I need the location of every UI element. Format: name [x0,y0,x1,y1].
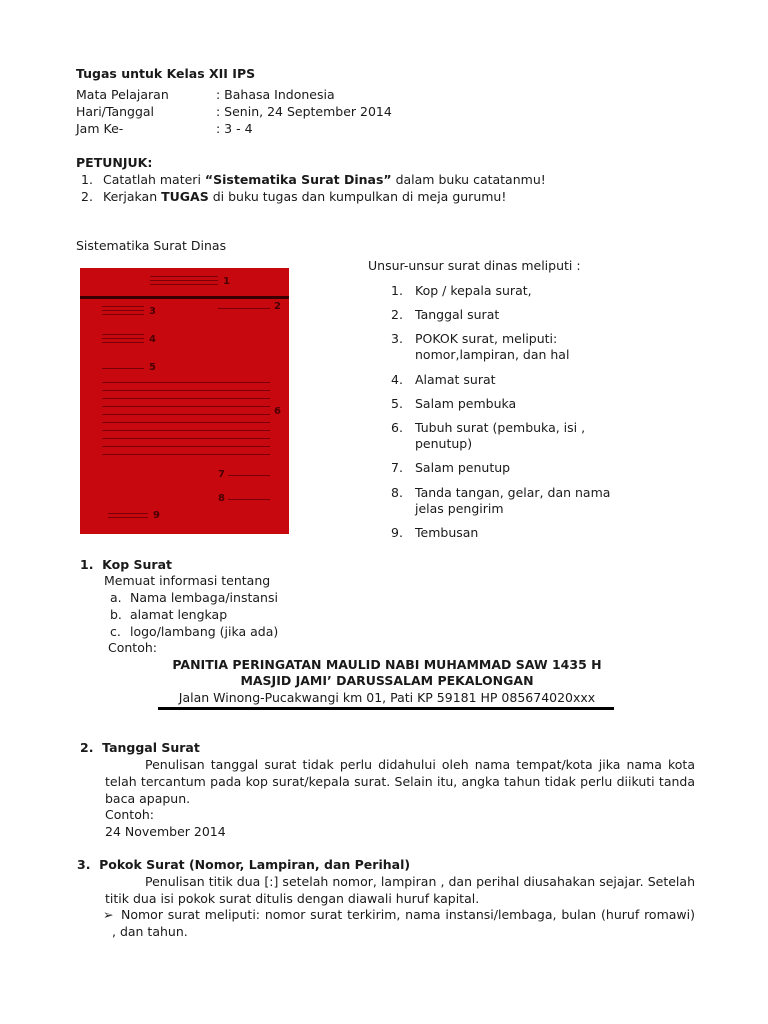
instruction-text [103,172,546,187]
element-text-cont: jelas pengirim [415,501,504,516]
example-kop-address: Jalan Winong-Pucakwangi km 01, Pati KP 59181 HP 085674020xxx [178,690,596,705]
element-text: Salam penutup [415,460,511,475]
element-item [391,396,517,411]
tanggal-paragraph-line2: telah tercantum pada kop surat/kepala surat. Selain itu, angka tahun tidak perlu diikuti tanda [105,774,695,789]
diagram-line [102,382,270,383]
pokok-bullet-line1: Nomor surat meliputi: nomor surat terkirim, nama instansi/lembaga, bulan (huruf romawi) [121,907,695,922]
kop-list-item [110,590,278,605]
pokok-bullet-line2: , dan tahun. [112,924,188,939]
instructions-heading: PETUNJUK: [76,155,153,170]
diagram-line [102,422,270,423]
diagram-line [228,499,270,500]
kop-list-item [110,624,279,639]
tanggal-paragraph-line1: Penulisan tanggal surat tidak perlu didahului oleh nama tempat/kota jika nama kota [145,757,695,772]
kop-heading: 1. Kop Surat [80,557,172,572]
instruction-text-post: di buku tugas dan kumpulkan di meja gurumu! [208,189,507,204]
element-item [391,283,532,298]
element-number: 5. [391,396,403,411]
instruction-number: 2. [81,189,93,204]
diagram-line [102,398,270,399]
tanggal-paragraph-line3: baca apapun. [105,791,191,806]
element-number: 9. [391,525,403,540]
example-kop-line2: MASJID JAMI’ DARUSSALAM PEKALONGAN [240,673,534,688]
diagram-number: 7 [218,469,225,480]
element-item [391,331,570,362]
diagram-line [102,334,144,335]
element-text-cont: nomor,lampiran, dan hal [415,347,570,362]
elements-intro: Unsur-unsur surat dinas meliputi : [368,258,581,273]
element-number: 2. [391,307,403,322]
diagram-line [102,430,270,431]
diagram-line [102,314,144,315]
meta-value: : Bahasa Indonesia [216,87,335,102]
diagram-number: 4 [149,334,156,345]
bullet-arrow-icon: ➢ [103,907,114,922]
kop-item-text: logo/lambang (jika ada) [130,624,279,639]
instruction-text [103,189,506,204]
pokok-paragraph-line2: titik dua isi pokok surat ditulis dengan diawali huruf kapital. [105,891,480,906]
kop-contoh-label: Contoh: [108,640,157,655]
document-title: Tugas untuk Kelas XII IPS [76,66,256,81]
element-text-cont: penutup) [415,436,473,451]
element-text: Kop / kepala surat, [415,283,532,298]
diagram-line [108,513,148,514]
kop-list-item [110,607,228,622]
meta-label: Jam Ke- [76,121,124,136]
element-item [391,525,479,540]
element-number: 8. [391,485,403,500]
diagram-number: 8 [218,493,225,504]
instruction-item [81,172,546,187]
diagram-line [108,517,148,518]
diagram-number: 6 [274,406,281,417]
sistematika-heading: Sistematika Surat Dinas [76,238,227,253]
element-text: Tanggal surat [415,307,500,322]
pokok-paragraph-line1: Penulisan titik dua [:] setelah nomor, lampiran , dan perihal diusahakan sejajar. Setelah [145,874,695,889]
element-item [391,485,611,516]
diagram-line [102,368,144,369]
diagram-number: 1 [223,276,230,287]
diagram-number: 9 [153,510,160,521]
diagram-number: 2 [274,301,281,312]
diagram-line [218,308,270,309]
diagram-number: 3 [149,306,156,317]
element-number: 3. [391,331,403,346]
element-item [391,420,586,451]
diagram-line [228,475,270,476]
element-text: Tembusan [415,525,479,540]
element-number: 1. [391,283,403,298]
instruction-text-bold: TUGAS [161,189,209,204]
kop-item-text: Nama lembaga/instansi [130,590,278,605]
element-text: Tanda tangan, gelar, dan nama [415,485,611,500]
meta-value: : 3 - 4 [216,121,253,136]
instruction-text-bold: “Sistematika Surat Dinas” [204,172,392,187]
diagram-line [102,406,270,407]
meta-value: : Senin, 24 September 2014 [216,104,392,119]
kop-divider [80,296,289,299]
kop-item-letter: a. [110,590,122,605]
instruction-text-pre: Kerjakan [103,189,162,204]
element-item [391,460,511,475]
element-number: 7. [391,460,403,475]
tanggal-heading: 2. Tanggal Surat [80,740,200,755]
diagram-line [102,446,270,447]
element-text: POKOK surat, meliputi: [415,331,558,346]
instruction-item [81,189,507,204]
meta-label: Hari/Tanggal [76,104,155,119]
diagram-line [150,284,218,285]
element-item [391,307,500,322]
diagram-line [102,306,144,307]
kop-intro: Memuat informasi tentang [104,573,271,588]
kop-item-letter: c. [110,624,121,639]
element-number: 6. [391,420,403,435]
kop-item-letter: b. [110,607,122,622]
diagram-line [102,414,270,415]
kop-item-text: alamat lengkap [130,607,228,622]
diagram-line [102,342,144,343]
instruction-text-pre: Catatlah materi [103,172,205,187]
element-text: Salam pembuka [415,396,517,411]
diagram-line [102,310,144,311]
element-text: Alamat surat [415,372,496,387]
tanggal-contoh-label: Contoh: [105,807,154,822]
diagram-line [150,276,218,277]
element-number: 4. [391,372,403,387]
letter-structure-diagram [80,268,289,534]
diagram-line [150,280,218,281]
element-item [391,372,496,387]
diagram-line [102,454,270,455]
instruction-text-post: dalam buku catatanmu! [391,172,546,187]
instruction-number: 1. [81,172,93,187]
diagram-line [102,390,270,391]
tanggal-example: 24 November 2014 [105,824,226,839]
meta-label: Mata Pelajaran [76,87,169,102]
element-text: Tubuh surat (pembuka, isi , [415,420,586,435]
diagram-line [102,438,270,439]
diagram-line [102,338,144,339]
diagram-number: 5 [149,362,156,373]
pokok-heading: 3. Pokok Surat (Nomor, Lampiran, dan Perihal) [77,857,411,872]
example-kop-rule [158,707,614,710]
example-kop-line1: PANITIA PERINGATAN MAULID NABI MUHAMMAD SAW 1435 H [172,657,602,672]
